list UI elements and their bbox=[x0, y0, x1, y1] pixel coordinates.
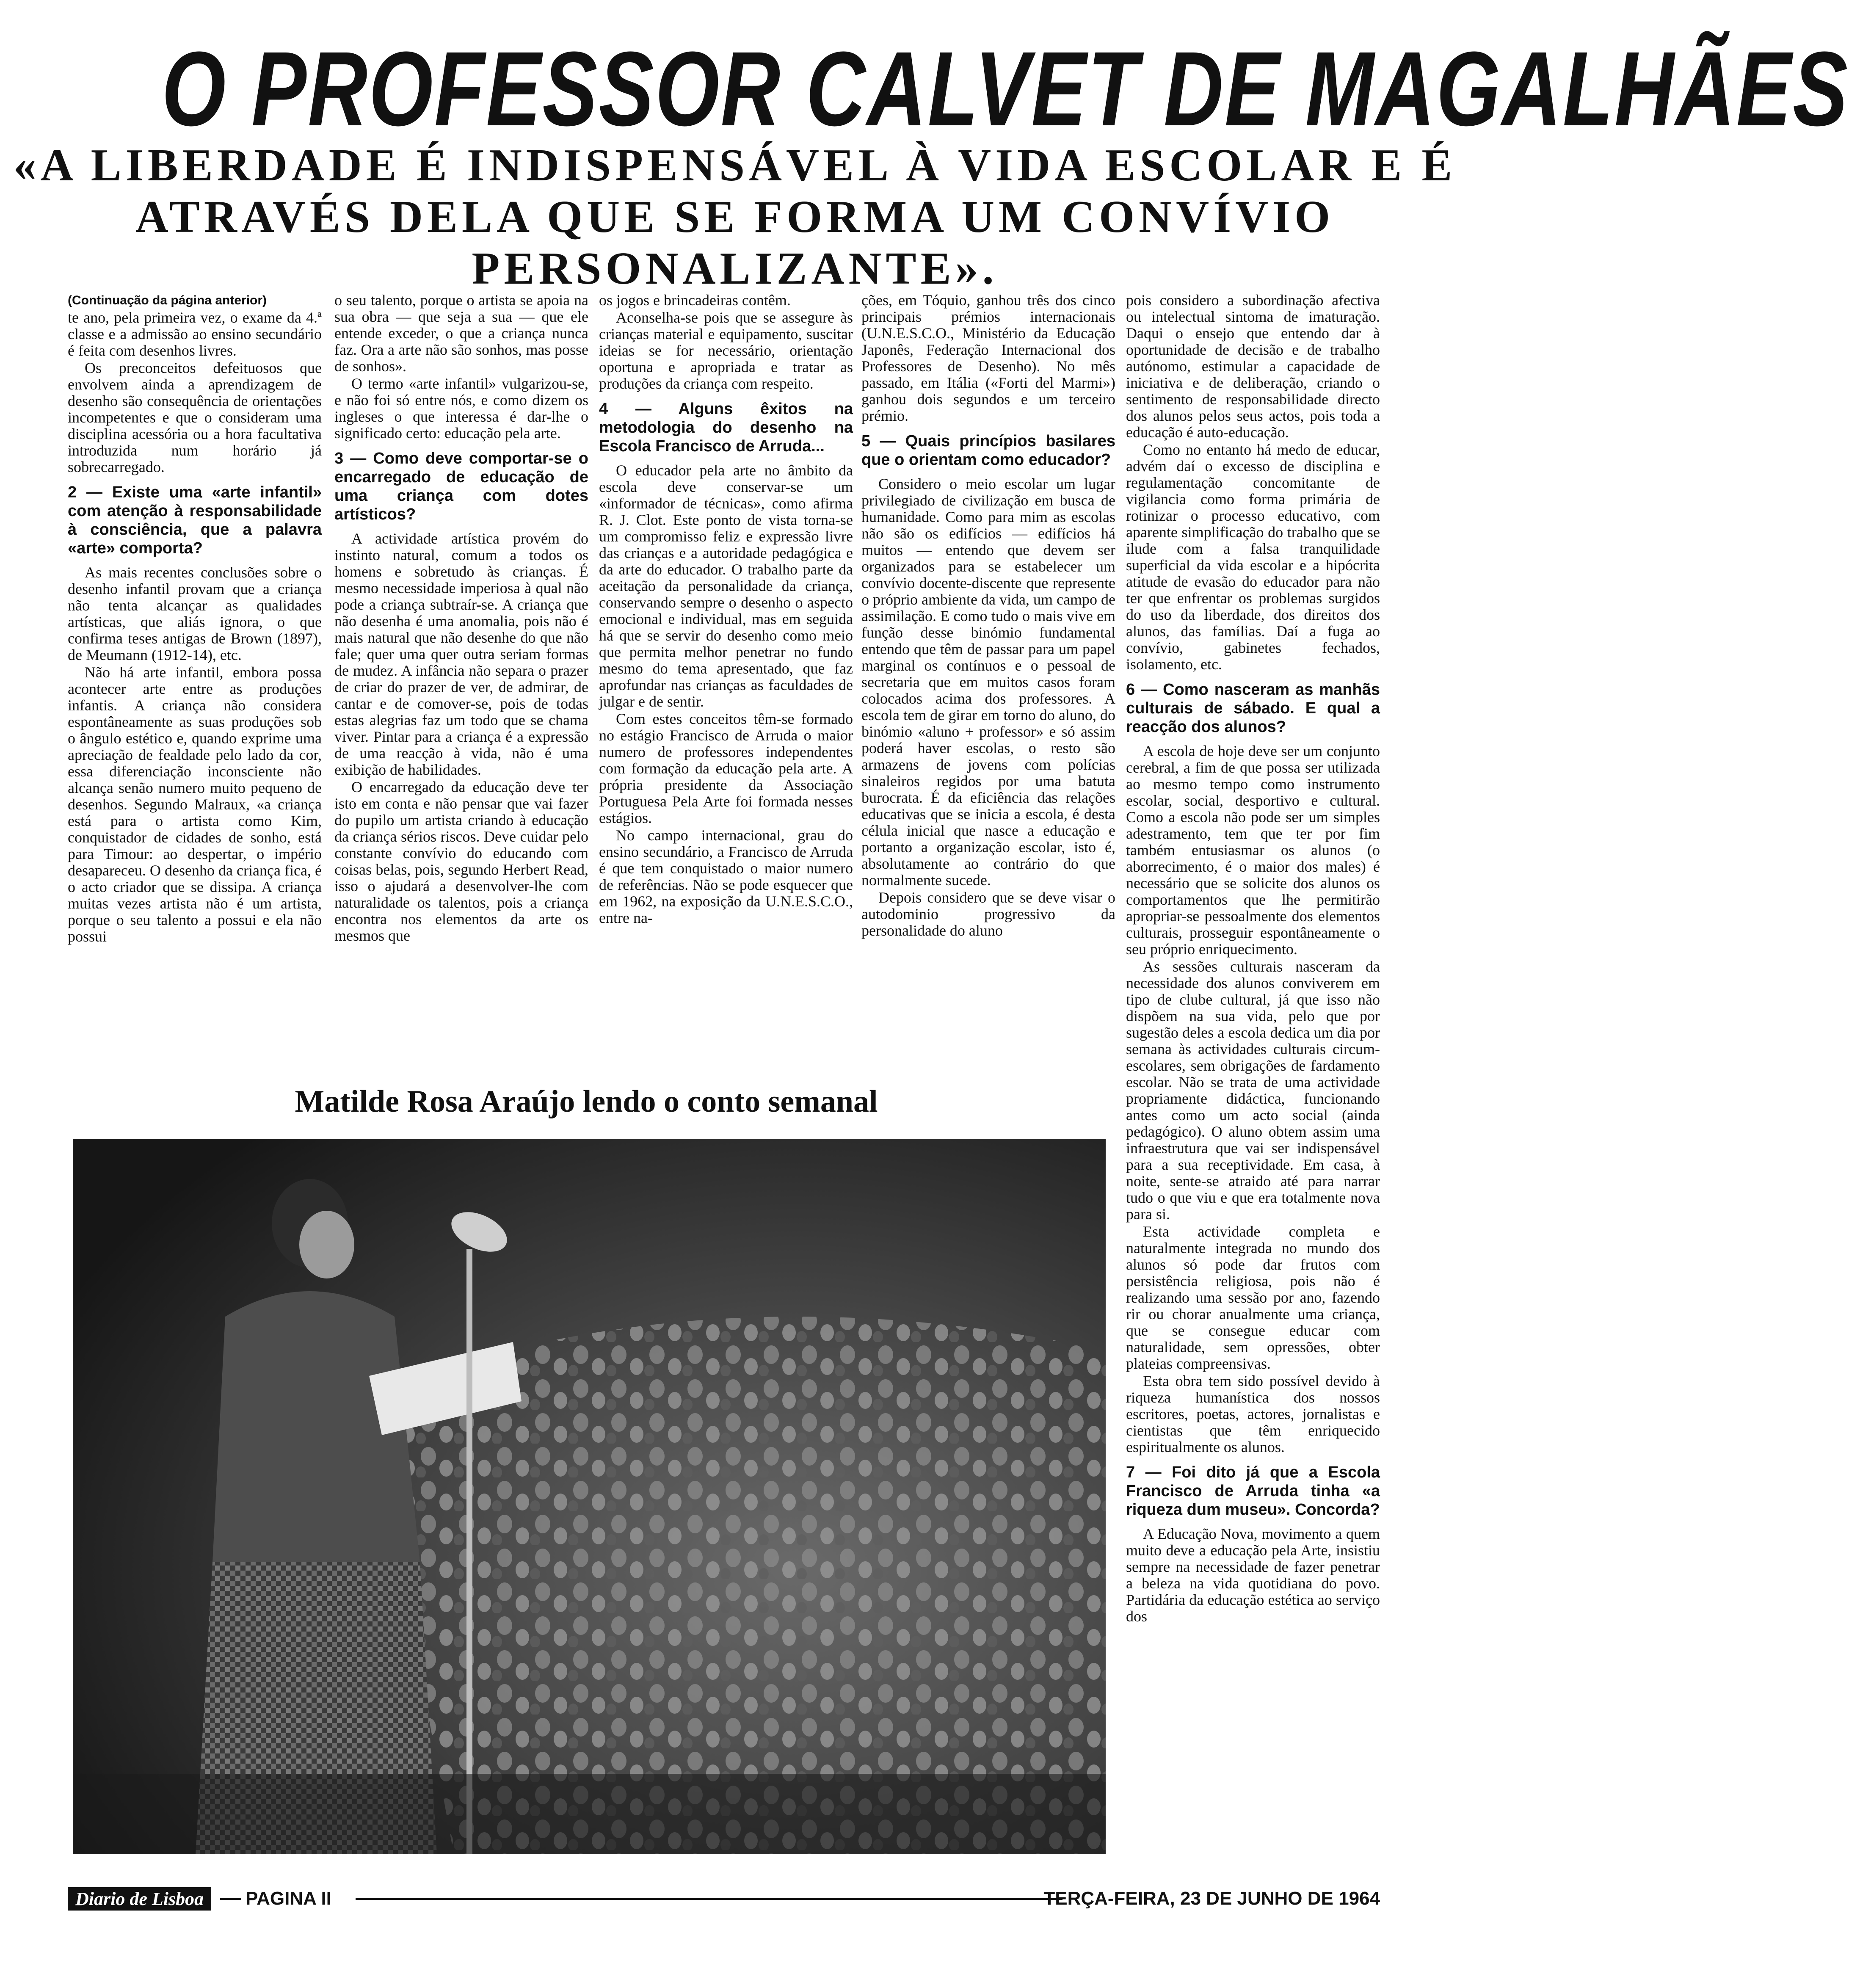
question-heading-2: 2 — Existe uma «arte infantil» com atenção à responsabilidade à consciência, que a palavra «arte» comporta? bbox=[68, 483, 322, 557]
footer-rule bbox=[356, 1898, 1062, 1900]
publication-date: TERÇA-FEIRA, 23 DE JUNHO DE 1964 bbox=[1043, 1888, 1380, 1909]
question-heading-3: 3 — Como deve comportar-se o encarregado de educação de uma criança com dotes artísticos? bbox=[334, 450, 588, 523]
paragraph: te ano, pela primeira vez, o exame da 4.ª classe e a admissão ao ensino secundário é feita com desenhos livres. bbox=[68, 309, 322, 359]
page-number: PAGINA II bbox=[246, 1888, 331, 1909]
photo-illustration bbox=[73, 1139, 1106, 1854]
article-column-2 bbox=[334, 292, 588, 1088]
article-column-1 bbox=[68, 292, 322, 1088]
subheadline: «A LIBERDADE É INDISPENSÁVEL À VIDA ESCOLAR E É ATRAVÉS DELA QUE SE FORMA UM CONVÍVIO PERSONALIZANTE». bbox=[13, 140, 1457, 294]
paragraph: Considero o meio escolar um lugar privilegiado de civilização em busca de humanidade. Como para mim as escolas não são os edifícios — edifícios há muitos — entendo que devem ser organizados para se estabelecer um convívio docente-discente que represente o próprio ambiente da vida, um campo de assimilação. E como tudo o mais vive em função desse binómio fundamental entendo que têm de passar para um papel marginal os contínuos e o pessoal de secretaria que em muitos casos foram colocados acima dos professores. A escola tem de girar em torno do aluno, do binómio «aluno + professor» e só assim poderá haver escolas, o resto são armazens de jovens com polícias sinaleiros regidos por uma batuta burocrata. É da eficiência das relações educativas que se inicia a escola, é desta célula inicial que nasce a educação e portanto a organização escolar, isto é, absolutamente ao contrário do que normalmente sucede. bbox=[861, 475, 1115, 889]
footer-rule bbox=[220, 1898, 241, 1900]
question-heading-7: 7 — Foi dito já que a Escola Francisco de Arruda tinha «a riqueza dum museu». Concorda? bbox=[1126, 1463, 1380, 1519]
article-column-3 bbox=[599, 292, 853, 1088]
paragraph: O termo «arte infantil» vulgarizou-se, e não foi só entre nós, e como dizem os ingleses o que interessa é dar-lhe o significado certo: educação pela arte. bbox=[334, 375, 588, 442]
paragraph: Aconselha-se pois que se assegure às crianças material e equipamento, suscitar ideias se for necessário, orientação oportuna e apropriada e tratar as produções da criança com respeito. bbox=[599, 309, 853, 392]
stage-edge bbox=[73, 1774, 1106, 1854]
article-column-4 bbox=[861, 292, 1115, 1088]
paragraph: Como no entanto há medo de educar, advém daí o excesso de disciplina e regulamentação concomitante de vigilancia como forma primária de rotinizar o processo educativo, com aparente simplificação do trabalho que se ilude com a falsa tranquilidade superficial da vida escolar e a hipócrita atitude de evasão do educador para não ter que enfrentar os problemas surgidos do uso da liberdade, dos direitos dos alunos, das famílias. Daí a fuga ao convívio, gabinetes fechados, isolamento, etc. bbox=[1126, 441, 1380, 673]
paragraph: ções, em Tóquio, ganhou três dos cinco principais prémios internacionais (U.N.E.S.C.O., Ministério da Educação Japonês, Federação Internacional dos Professores de Desenho). No mês passado, em Itália («Forti del Marmi») ganhou dois segundos e um terceiro prémio. bbox=[861, 292, 1115, 424]
question-heading-4: 4 — Alguns êxitos na metodologia do desenho na Escola Francisco de Arruda... bbox=[599, 400, 853, 455]
paragraph: A actividade artística provém do instinto natural, comum a todos os homens e sobretudo às crianças. É mesmo necessidade imperiosa à qual não pode a criança subtraír-se. A criança que não desenha é uma anomalia, pois não é mais natural que não desenhe do que não fale; quer uma quer outra seriam formas de mudez. A infância não separa o prazer de criar do prazer de ver, de admirar, de cantar e de comover-se, pois de todas estas alegrias faz um todo que se chama viver. Pintar para a criança é a expressão de uma reacção à vida, não é uma exibição de habilidades. bbox=[334, 530, 588, 778]
paragraph: os jogos e brincadeiras contêm. bbox=[599, 292, 791, 309]
page-footer bbox=[68, 1884, 1380, 1913]
paragraph: As sessões culturais nasceram da necessidade dos alunos conviverem em tipo de clube cultural, já que isso não dispõem na sua vida, pelo que por sugestão deles a escola dedica um dia por semana às actividades culturais circum-escolares, sem obrigações de fardamento escolar. Não se trata de uma actividade propriamente didáctica, funcionando antes como um acto social (ainda pedagógico). O aluno obtem assim uma infraestrutura que vai ser indispensável para a sua receptividade. Em casa, à noite, sente-se atraido até para narrar tudo o que viu e que era totalmente nova para si. bbox=[1126, 958, 1380, 1223]
paragraph: A escola de hoje deve ser um conjunto cerebral, a fim de que possa ser utilizada ao mesmo tempo como instrumento escolar, social, desportivo e cultural. Como a escola não pode ser um simples adestramento, tem que ter por fim também entusiasmar os alunos (o aborrecimento, é o maior dos males) é necessário que se solicite dos alunos os comportamentos que lhe permitirão apropriar-se pessoalmente dos elementos culturais, prosseguir espontâneamente o seu próprio enriquecimento. bbox=[1126, 743, 1380, 958]
paragraph: Os preconceitos defeituosos que envolvem ainda a aprendizagem de desenho são consequência de orientações incompetentes e que o consideram uma disciplina acessória ou a hora facultativa introduzida num horário já sobrecarregado. bbox=[68, 359, 322, 475]
paragraph: pois considero a subordinação afectiva ou intelectual sintoma de imaturação. Daqui o ensejo que entendo dar à oportunidade de decisão e de trabalho autónomo, estimular a capacidade de iniciativa e de deliberação, criando o sentimento de responsabilidade directo dos alunos pelos seus actos, pois toda a educação é auto-educação. bbox=[1126, 292, 1380, 441]
continuation-note: (Continuação da página anterior) bbox=[68, 293, 267, 307]
speaker-face bbox=[299, 1211, 354, 1278]
paragraph: A Educação Nova, movimento a quem muito deve a educação pela Arte, insistiu sempre na necessidade de fazer penetrar a beleza na vida quotidiana do povo. Partidária da educação estética ao serviço dos bbox=[1126, 1525, 1380, 1625]
paragraph: As mais recentes conclusões sobre o desenho infantil provam que a criança não tenta alcançar as qualidades artísticas, que aliás ignora, o que confirma teses antigas de Brown (1897), de Meumann (1912-14), etc. bbox=[68, 564, 322, 663]
microphone-stand bbox=[466, 1249, 472, 1854]
newspaper-masthead: Diario de Lisboa bbox=[68, 1887, 211, 1911]
paragraph: O encarregado da educação deve ter isto em conta e não pensar que vai fazer do pupilo um artista criando à educação da criança sérios riscos. Deve cuidar pelo constante convívio do educando com coisas belas, pois, segundo Herbert Read, isso o ajudará a desenvolver-lhe com naturalidade os talentos, pois a criança encontra nos elementos da arte os mesmos que bbox=[334, 779, 588, 944]
paragraph: No campo internacional, grau do ensino secundário, a Francisco de Arruda é que tem conquistado o maior numero de referências. Não se pode esquecer que em 1962, na exposição da U.N.E.S.C.O., entre na- bbox=[599, 827, 853, 926]
headline: O PROFESSOR CALVET DE MAGALHÃES bbox=[161, 30, 1849, 148]
paragraph: Esta actividade completa e naturalmente integrada no mundo dos alunos só pode dar frutos com persistência religiosa, pois não é realizando uma sessão por ano, fazendo rir ou chorar anualmente uma criança, que se consegue educar com naturalidade, sem opressões, obter plateias compreensivas. bbox=[1126, 1223, 1380, 1372]
paragraph: O educador pela arte no âmbito da escola deve conservar-se um «informador de técnicas», como afirma R. J. Clot. Este ponto de vista torna-se um compromisso feliz e expressão livre das crianças e a autoridade pedagógica e da arte do educador. O trabalho parte da aceitação da personalidade da criança, conservando sempre o desenho o aspecto emocional e individual, mas em seguida há que se servir do desenho como meio que permita melhor penetrar no fundo mesmo do tema apresentado, que faz aprofundar nas crianças as faculdades de julgar e de sentir. bbox=[599, 462, 853, 710]
question-heading-5: 5 — Quais princípios basilares que o orientam como educador? bbox=[861, 432, 1115, 469]
paragraph: Depois considero que se deve visar o autodominio progressivo da personalidade do aluno bbox=[861, 889, 1115, 939]
question-heading-6: 6 — Como nasceram as manhãs culturais de sábado. E qual a reacção dos alunos? bbox=[1126, 681, 1380, 736]
article-column-5 bbox=[1126, 292, 1380, 1875]
photograph bbox=[73, 1139, 1106, 1854]
paragraph: Com estes conceitos têm-se formado no estágio Francisco de Arruda o maior numero de professores independentes com formação da educação pela arte. A própria presidente da Associação Portuguesa Pela Arte foi formada nesses estágios. bbox=[599, 710, 853, 826]
paragraph: Esta obra tem sido possível devido à riqueza humanística dos nossos escritores, poetas, actores, jornalistas e cientistas que têm enriquecido espiritualmente os alunos. bbox=[1126, 1372, 1380, 1455]
paragraph: o seu talento, porque o artista se apoia na sua obra — que seja a sua — que ele entende exceder, o que a criança nunca faz. Ora a arte não são sonhos, mas posse de sonhos». bbox=[334, 292, 588, 375]
photo-caption: Matilde Rosa Araújo lendo o conto semanal bbox=[295, 1084, 878, 1119]
paragraph: Não há arte infantil, embora possa acontecer arte entre as produções infantis. A criança não considera espontâneamente as suas produções sob o ângulo estético e, quando exprime uma apreciação de fealdade pelo lado da cor, essa diferenciação inconsciente não alcança senão numero muito pequeno de desenhos. Segundo Malraux, «a criança está para o artista como Kim, conquistador de cidades de sonho, está para Timour: ao despertar, o império desapareceu. O desenho da criança fica, é o acto criador que se dissipa. A criança muitas vezes artista não é um artista, porque o seu talento a possui e ela não possui bbox=[68, 664, 322, 945]
